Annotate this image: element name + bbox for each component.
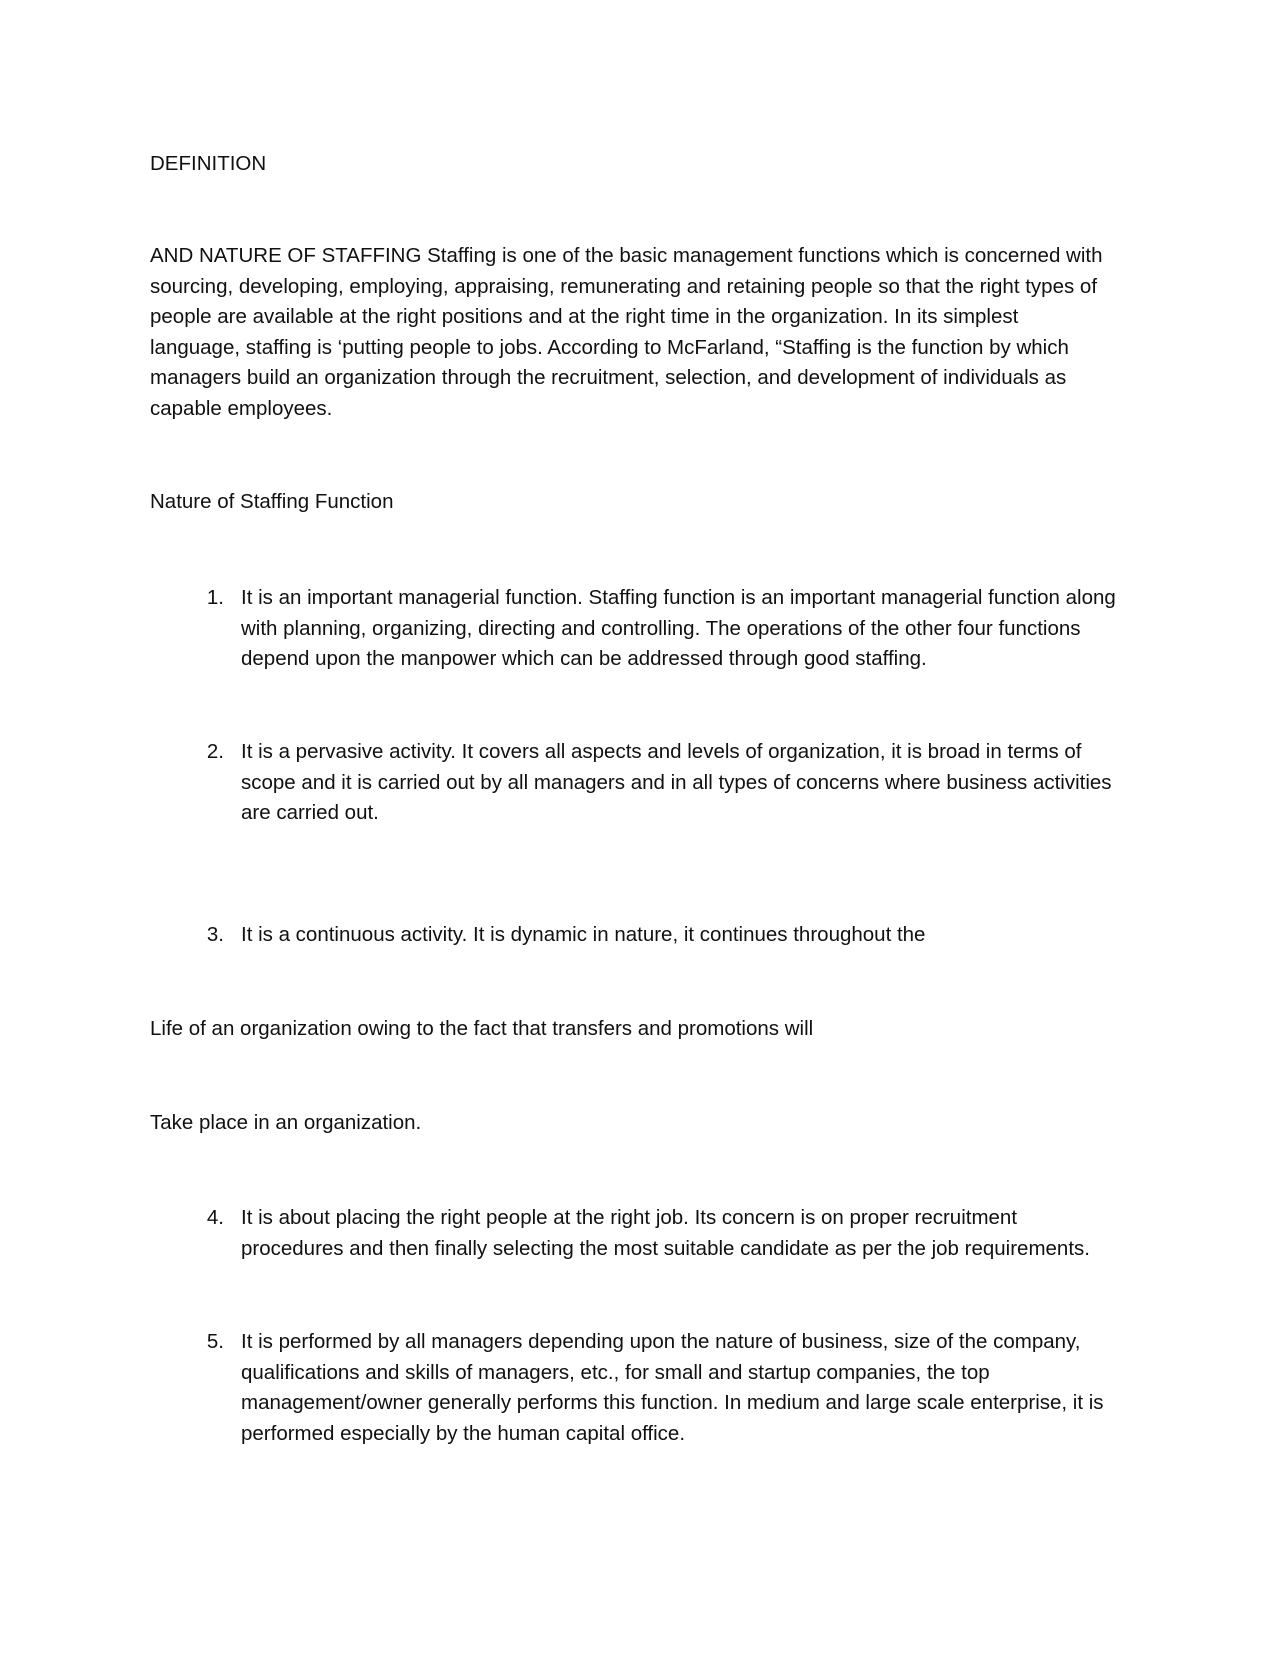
- list-item-number: 2.: [206, 740, 224, 763]
- list-item-text: It is a pervasive activity. It covers all aspects and levels of organization, it is broad in terms of scope and it is carried out by all managers and in all types of concerns where business activities are carried out.: [241, 740, 1112, 824]
- list-item-number: 3.: [206, 923, 224, 946]
- list-item: [184, 920, 1124, 951]
- continuation-paragraph: Life of an organization owing to the fact that transfers and promotions will: [150, 1017, 814, 1040]
- list-item: [184, 583, 1124, 675]
- intro-paragraph: AND NATURE OF STAFFING Staffing is one of the basic management functions which is concerned with sourcing, developing, employing, appraising, remunerating and retaining people so that the right types of people are available at the right positions and at the right time in the organization. In its simplest language, staffing is ‘putting people to jobs. According to McFarland, “Staffing is the function by which managers build an organization through the recruitment, selection, and development of individuals as capable employees.: [150, 244, 1103, 420]
- list-item: [184, 1203, 1124, 1264]
- section-subheading: Nature of Staffing Function: [150, 490, 394, 513]
- list-item-number: 4.: [206, 1206, 224, 1229]
- list-item-text: It is performed by all managers depending upon the nature of business, size of the company, qualifications and skills of managers, etc., for small and startup companies, the top management/owner generally performs this function. In medium and large scale enterprise, it is performed especially by the human capital office.: [241, 1330, 1104, 1445]
- list-item-text: It is about placing the right people at the right job. Its concern is on proper recruitment procedures and then finally selecting the most suitable candidate as per the job requirements.: [241, 1206, 1090, 1260]
- list-item-text: It is a continuous activity. It is dynamic in nature, it continues throughout the: [241, 923, 926, 946]
- list-item: [184, 737, 1124, 829]
- list-item-text: It is an important managerial function. Staffing function is an important managerial function along with planning, organizing, directing and controlling. The operations of the other four functions depend upon the manpower which can be addressed through good staffing.: [241, 586, 1116, 670]
- list-item: [184, 1327, 1124, 1449]
- list-item-number: 1.: [206, 586, 224, 609]
- document-heading: DEFINITION: [150, 152, 267, 175]
- list-item-number: 5.: [206, 1330, 224, 1353]
- continuation-paragraph: Take place in an organization.: [150, 1111, 422, 1134]
